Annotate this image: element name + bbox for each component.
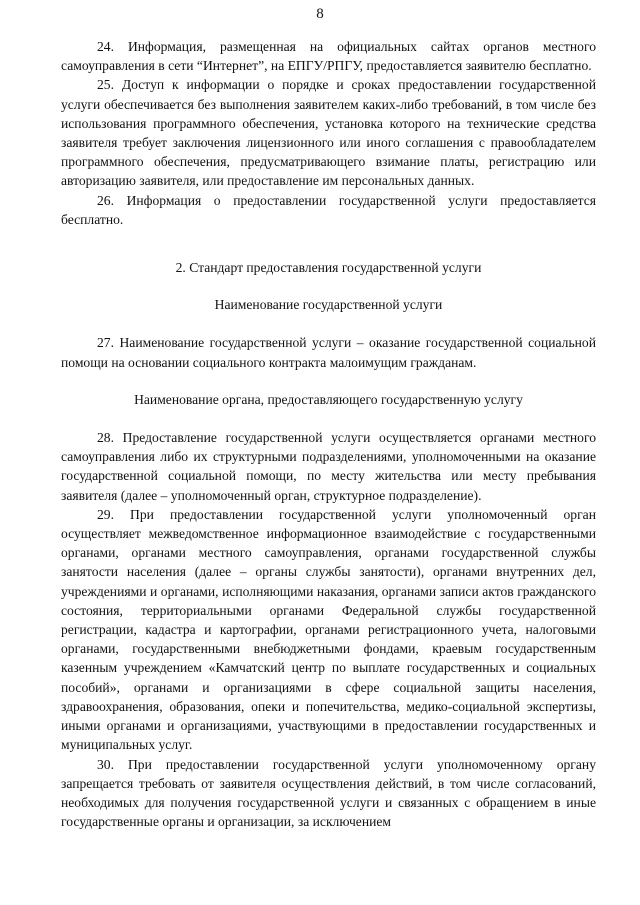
subheading-service-name: Наименование государственной услуги: [214, 297, 443, 313]
section-heading: 2. Стандарт предоставления государственной услуги: [175, 260, 482, 276]
paragraph-26: 26. Информация о предоставлении государственной услуги предоставляется бесплатно.: [61, 192, 596, 227]
page-number: 8: [316, 6, 324, 22]
paragraph-29: 29. При предоставлении государственной услуги уполномоченный орган осуществляет межведомственное информационное взаимодействие с государственными органами, органами местного самоуправления, органами государственной службы занятости населения (далее – органы службы занятости), органами внутренних дел, учреждениями и органами, исполняющими наказания, органами записи актов гражданского состояния, территориальными органами Федеральной службы государственной регистрации, кадастра и картографии, органами регистрационного учета, налоговыми органами, государственными внебюджетными фондами, краевым государственным казенным учреждением «Камчатский центр по выплате государственных и социальных пособий», органами и организациями в сфере социальной защиты населения, здравоохранения, образования, опеки и попечительства, медико-социальной экспертизы, иными органами и организациями, участвующими в предоставлении государственных и муниципальных услуг.: [61, 506, 596, 753]
paragraph-27: 27. Наименование государственной услуги – оказание государственной социальной помощи на основании социального контракта малоимущим гражданам.: [61, 335, 596, 370]
subheading-provider-name: Наименование органа, предоставляющего государственную услугу: [134, 391, 523, 407]
paragraph-25: 25. Доступ к информации о порядке и сроках предоставлении государственной услуги обеспечивается без выполнения заявителем каких-либо требований, в том числе без использования программного обеспечения, установка которого на технические средства заявителя требует заключения лицензионного или иного соглашения с правообладателем программного обеспечения, предусматривающего взимание платы, регистрацию или авторизацию заявителя, или предоставление им персональных данных.: [61, 77, 596, 189]
paragraph-30: 30. При предоставлении государственной услуги уполномоченному органу запрещается требовать от заявителя осуществления действий, в том числе согласований, необходимых для получения государственной услуги и связанных с обращением в иные государственные органы и организации, за исключением: [61, 756, 596, 830]
page-body: [61, 37, 596, 831]
paragraph-28: 28. Предоставление государственной услуги осуществляется органами местного самоуправления либо их структурными подразделениями, уполномоченными на оказание государственной социальной помощи, по месту жительства или месту пребывания заявителя (далее – уполномоченный орган, структурное подразделение).: [61, 430, 596, 503]
paragraph-24: 24. Информация, размещенная на официальных сайтах органов местного самоуправления в сети “Интернет”, на ЕПГУ/РПГУ, предоставляется заявителю бесплатно.: [61, 39, 596, 74]
